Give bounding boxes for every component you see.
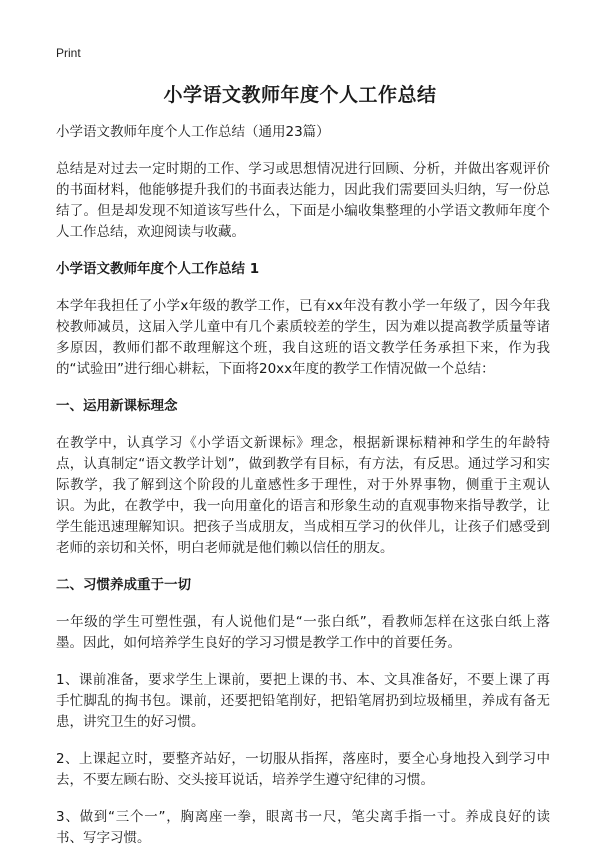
intro-paragraph: 总结是对过去一定时期的工作、学习或思想情况进行回顾、分析，并做出客观评价的书面材料，他能够提升我们的书面表达能力，因此我们需要回头归纳，写一份总结了。但是却发现不知道该写些什么，下面是小编收集整理的小学语文教师年度个人工作总结，欢迎阅读与收藏。 — [56, 161, 550, 240]
part-1-paragraph: 在教学中，认真学习《小学语文新课标》理念，根据新课标精神和学生的年龄特点，认真制定“语文教学计划”，做到教学有目标，有方法，有反思。通过学习和实际教学，我了解到这个阶段的儿童感性多于理性，对于外界事物，侧重于主观认识。为此，在教学中，我一向用童化的语言和形象生动的直观事物来指导教学，让学生能迅速理解知识。把孩子当成朋友，当成相互学习的伙伴儿，让孩子们感受到老师的亲切和关怀，明白老师就是他们赖以信任的朋友。 — [56, 435, 550, 556]
page-title: 小学语文教师年度个人工作总结 — [163, 84, 437, 106]
part-2-paragraph: 一年级的学生可塑性强，有人说他们是“一张白纸”，看教师怎样在这张白纸上落墨。因此，如何培养学生良好的学习习惯是教学工作中的首要任务。 — [56, 614, 550, 651]
section-1-heading: 小学语文教师年度个人工作总结 1 — [56, 261, 260, 277]
print-link[interactable]: Print — [56, 46, 81, 60]
part-2-heading: 二、习惯养成重于一切 — [56, 577, 191, 593]
list-item: 2、上课起立时，要整齐站好，一切服从指挥，落座时，要全心身地投入到学习中去，不要左顾右盼、交头接耳说话，培养学生遵守纪律的习惯。 — [56, 751, 550, 788]
list-item: 3、做到“三个一”，胸离座一拳，眼离书一尺，笔尖离手指一寸。养成良好的读书、写字习惯。 — [56, 809, 550, 846]
article-subtitle: 小学语文教师年度个人工作总结（通用23篇） — [56, 124, 330, 140]
section-1-paragraph: 本学年我担任了小学x年级的教学工作，已有xx年没有教小学一年级了，因今年我校教师减员，这届入学儿童中有几个素质较差的学生，因为难以提高教学质量等诸多原因，教师们都不敢理解这个班，我自这班的语文教学任务承担下来，作为我的“试验田”进行细心耕耘，下面将20xx年度的教学工作情况做一个总结： — [56, 298, 550, 377]
article-body — [56, 122, 550, 865]
part-1-heading: 一、运用新课标理念 — [56, 398, 178, 414]
list-item: 1、课前准备，要求学生上课前，要把上课的书、本、文具准备好，不要上课了再手忙脚乱的掏书包。课前，还要把铅笔削好，把铅笔屑扔到垃圾桶里，养成有备无患，讲究卫生的好习惯。 — [56, 672, 550, 730]
